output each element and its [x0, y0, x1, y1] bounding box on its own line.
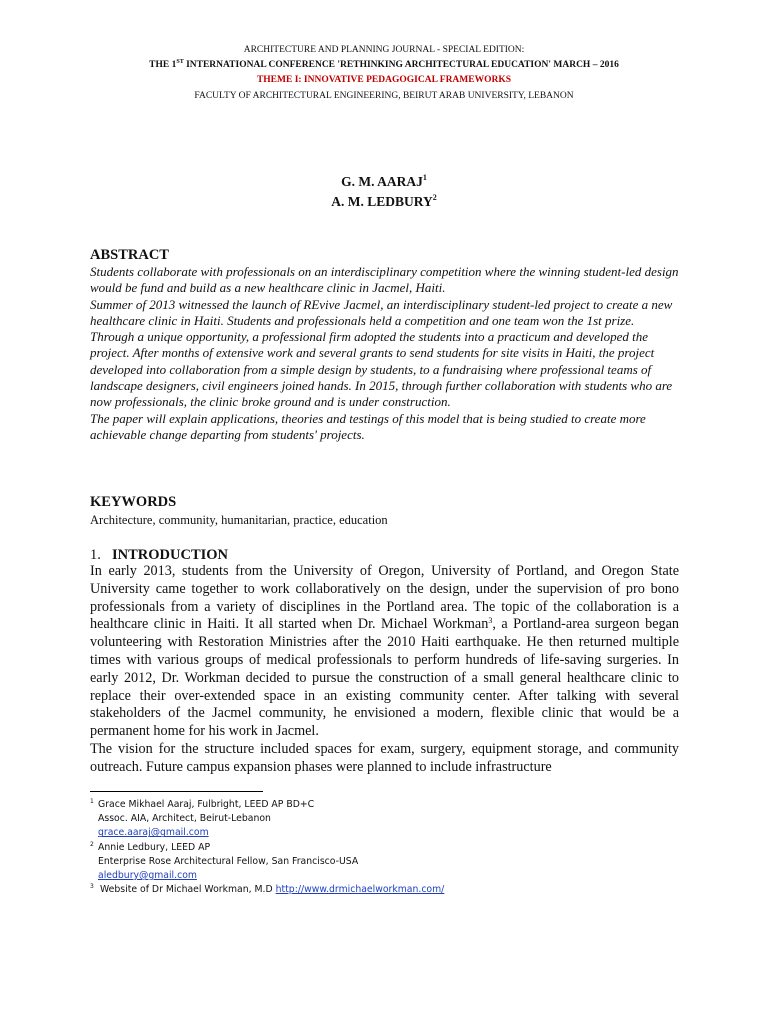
footnote-1-line-1: $^1$ Grace Mikhael Aaraj, Fulbright, LEED AP BD+C [90, 798, 315, 810]
footnotes [90, 798, 444, 897]
author-1-name: G. M. AARAJ [341, 174, 423, 189]
footnote-1-line-2: Assoc. AIA, Architect, Beirut-Lebanon [98, 813, 271, 825]
abstract-paragraph-3: The paper will explain applications, theories and testings of this model that is being studied to create more achievable change departing from students' projects. [90, 410, 646, 442]
section-number: 1. [90, 547, 101, 563]
keywords-list: Architecture, community, humanitarian, practice, education [90, 513, 388, 527]
author-2-name: A. M. LEDBURY [331, 194, 433, 209]
keywords-heading: KEYWORDS [90, 494, 177, 510]
intro-p1-part2: , a Portland-area surgeon began volunteering with Restoration Ministries after the 2010 Haiti earthquake. He then returned multiple times with various groups of medical professionals to perform hundreds of life-saving surgeries. In early 2012, Dr. Workman decided to pursue the construction of a small general healthcare clinic to replace their over-extended space in an existing community center. After talking with several stakeholders of the Jacmel community, he envisioned a modern, flexible clinic that would be a permanent home for his work in Jacmel. [90, 616, 679, 740]
footnote-2-line-1: $^2$ Annie Ledbury, LEED AP [90, 840, 211, 853]
footnote-2-author: Annie Ledbury, LEED AP [98, 841, 211, 853]
author-2-sup: 2 [432, 193, 437, 202]
faculty-line: FACULTY OF ARCHITECTURAL ENGINEERING, BEIRUT ARAB UNIVERSITY, LEBANON [194, 91, 574, 101]
footnote-2-line-3 [90, 869, 444, 883]
footnote-2-email-link[interactable]: aledbury@gmail.com [98, 870, 197, 882]
introduction-paragraph-1 [90, 563, 679, 741]
abstract-paragraph-2: Summer of 2013 witnessed the launch of REvive Jacmel, an interdisciplinary student-led project to create a new healthcare clinic in Haiti. Students and professionals held a competition and one team won the 1st prize. Through a unique opportunity, a professional firm adopted the students into a practicum and developed the project. After months of extensive work and several grants to send students for site visits in Haiti, the project developed into collaboration from a simple design by students, to a fundraising where professional teams of landscape designers, civil engineers joined hands. In 2015, through further collaboration with students who are now professionals, the clinic broke ground and is under construction. [90, 296, 673, 410]
abstract-paragraph-1: Students collaborate with professionals on an interdisciplinary competition where the winning student-led design would be fund and build as a new healthcare clinic in Jacmel, Haiti. [90, 264, 679, 296]
introduction-paragraph-2: The vision for the structure included spaces for exam, surgery, equipment storage, and community outreach. Future campus expansion phases were planned to include infrastructure [90, 740, 679, 775]
conference-title-sup: ST [176, 59, 184, 65]
introduction-heading [90, 546, 228, 564]
conference-title-pre: THE 1 [149, 60, 177, 70]
author-1 [0, 172, 768, 191]
intro-p1-part1: In early 2013, students from the University of Oregon, University of Portland, and Oregon State University came together to work collaboratively on the design, under the supervision of pro bono professionals from a variety of disciplines in the Portland area. The topic of the collaboration is a healthcare clinic in Haiti. It all started when Dr. Michael Workman [90, 563, 679, 633]
introduction-body [90, 563, 679, 777]
section-title: INTRODUCTION [112, 547, 229, 563]
footnote-divider [90, 791, 263, 792]
footnote-ref-3[interactable]: 3 [488, 616, 493, 626]
abstract-heading: ABSTRACT [90, 247, 169, 263]
conference-title-post: INTERNATIONAL CONFERENCE 'RETHINKING ARCHITECTURAL EDUCATION' MARCH – 2016 [183, 60, 619, 70]
footnote-2-line-2: Enterprise Rose Architectural Fellow, San Francisco-USA [98, 855, 359, 867]
footnote-3-text: Website of Dr Michael Workman, M.D [100, 884, 276, 896]
footnote-1-email-link[interactable]: grace.aaraj@gmail.com [98, 827, 209, 839]
footnote-1-line-3 [90, 826, 444, 840]
footnote-1-author: Grace Mikhael Aaraj, Fulbright, LEED AP BD+C [98, 799, 315, 810]
author-2 [0, 192, 768, 211]
theme-title: THEME I: INNOVATIVE PEDAGOGICAL FRAMEWORKS [256, 75, 512, 85]
author-1-sup: 1 [422, 173, 427, 182]
journal-title: ARCHITECTURE AND PLANNING JOURNAL - SPECIAL EDITION: [243, 45, 525, 55]
footnote-3-url-link[interactable]: http://www.drmichaelworkman.com/ [275, 884, 445, 896]
abstract-body [90, 264, 680, 443]
conference-title [0, 59, 768, 72]
footnote-3-line-1: $^3$ Website of Dr Michael Workman, M.D http://www.drmichaelworkman.com/ [90, 883, 445, 896]
